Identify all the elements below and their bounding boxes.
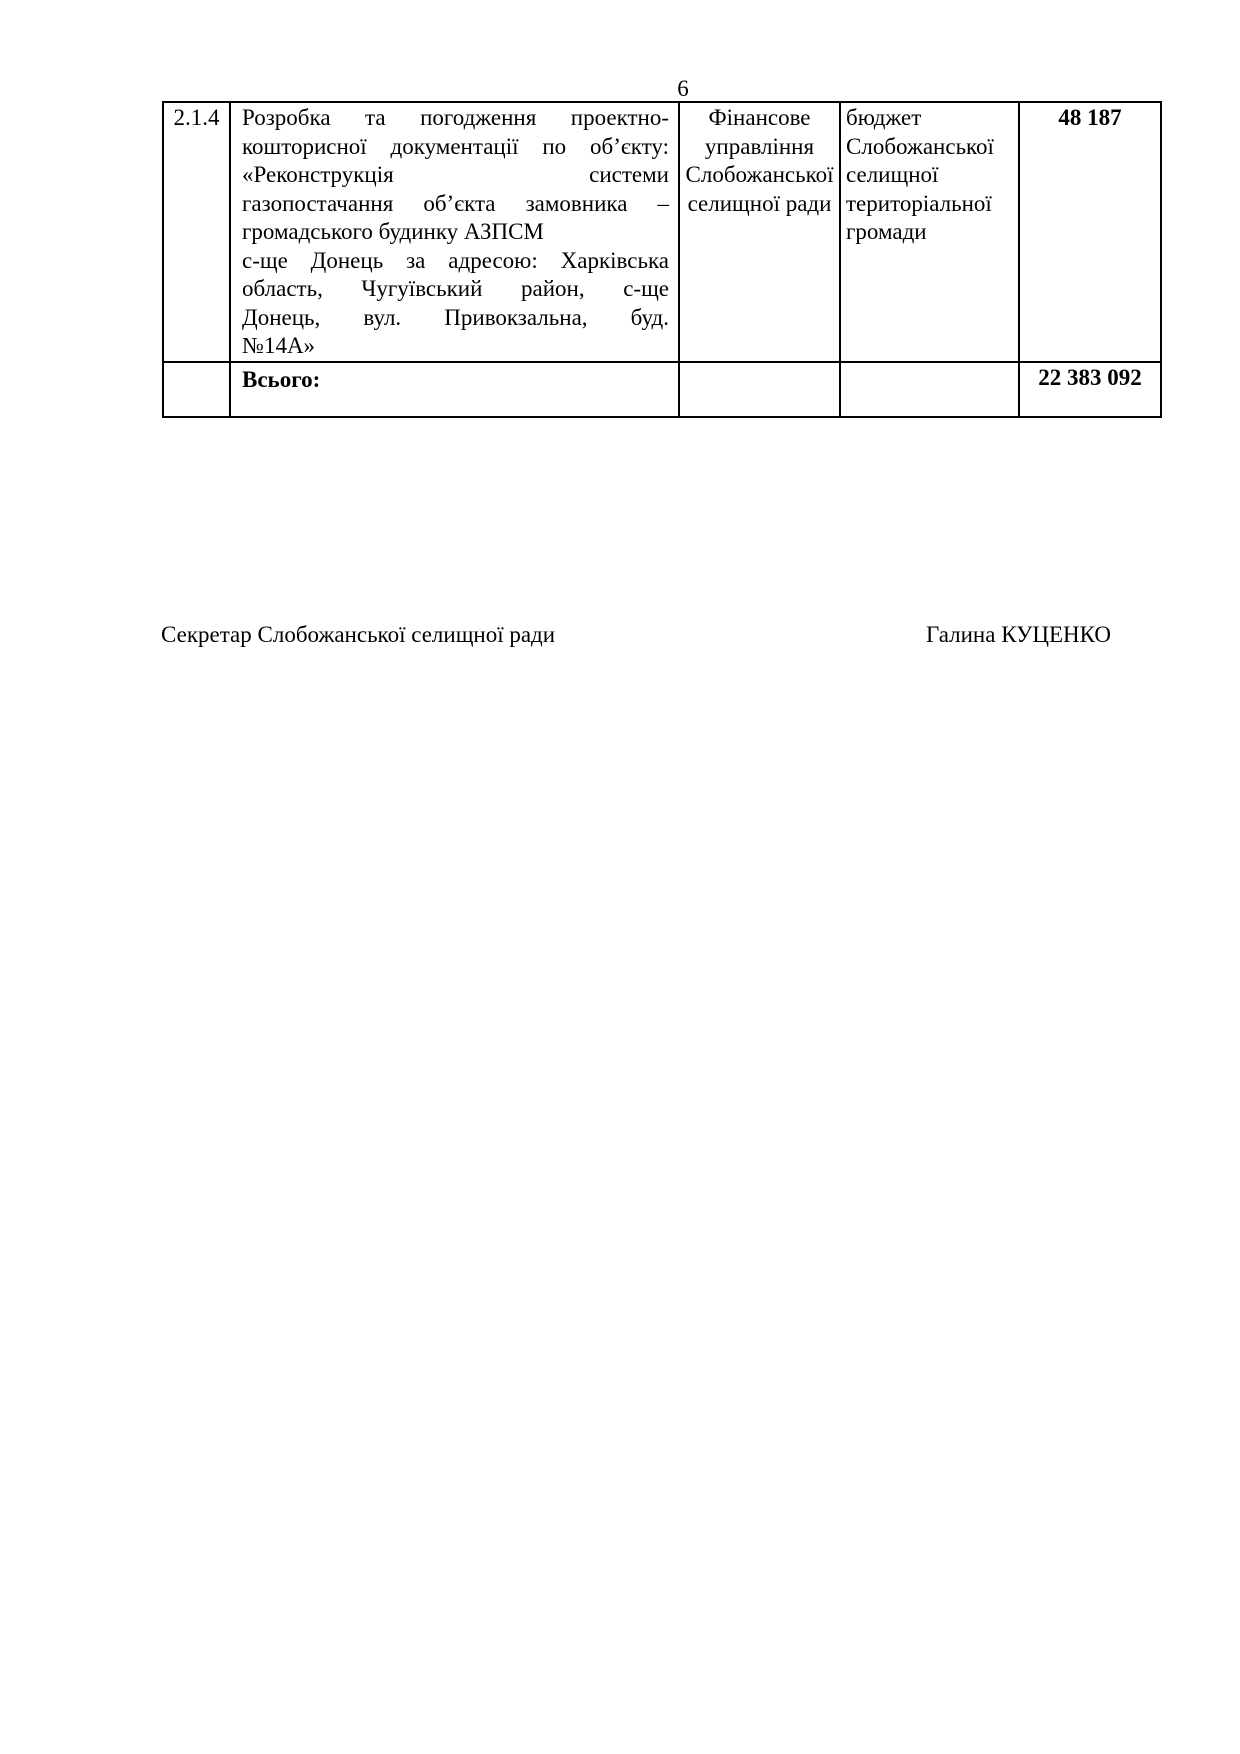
funding-line: територіальної	[846, 190, 992, 216]
measure-amount-cell	[1019, 102, 1161, 362]
responsible-line: селищної ради	[687, 190, 832, 216]
funding-source-cell	[840, 102, 1019, 362]
signature-title: Секретар Слобожанської селищної ради	[161, 622, 556, 647]
page-number: 6	[677, 76, 689, 101]
measure-amount: 48 187	[1058, 105, 1122, 130]
responsible-line: Слобожанської	[685, 162, 834, 187]
funding-line: селищної	[846, 162, 939, 187]
total-label: Всього:	[242, 366, 321, 392]
description-line: газопостачання об’єкта замовника –	[242, 190, 669, 216]
responsible-line: Фінансове	[708, 105, 811, 130]
funding-line: бюджет	[846, 105, 922, 130]
table-row-total	[163, 362, 1161, 417]
total-amount: 22 383 092	[1038, 364, 1142, 390]
total-empty-cell	[679, 362, 840, 417]
funding-line: Слобожанської	[846, 133, 994, 159]
table-row-measure	[163, 102, 1161, 362]
measure-number: 2.1.4	[173, 105, 220, 130]
responsible-line: управління	[704, 133, 815, 159]
measure-number-cell	[163, 102, 230, 362]
description-line: №14А»	[242, 333, 316, 358]
program-measures-table	[162, 101, 1162, 418]
description-line: с-ще Донець за адресою: Харківська	[242, 247, 669, 273]
measure-description-cell	[230, 102, 679, 362]
responsible-executor-cell	[679, 102, 840, 362]
total-label-cell	[230, 362, 679, 417]
signature-name: Галина КУЦЕНКО	[926, 622, 1111, 647]
total-empty-cell	[840, 362, 1019, 417]
description-line: область, Чугуївський район, с-ще	[242, 276, 669, 301]
description-line: громадського будинку АЗПСМ	[242, 219, 544, 244]
description-line: Донець, вул. Привокзальна, буд.	[242, 304, 669, 330]
description-line: кошторисної документації по об’єкту:	[242, 133, 669, 159]
total-amount-cell	[1019, 362, 1161, 417]
funding-line: громади	[846, 219, 927, 244]
description-line: «Реконструкція системи	[242, 162, 669, 187]
description-line: Розробка та погодження проектно-	[242, 105, 669, 130]
total-empty-cell	[163, 362, 230, 417]
